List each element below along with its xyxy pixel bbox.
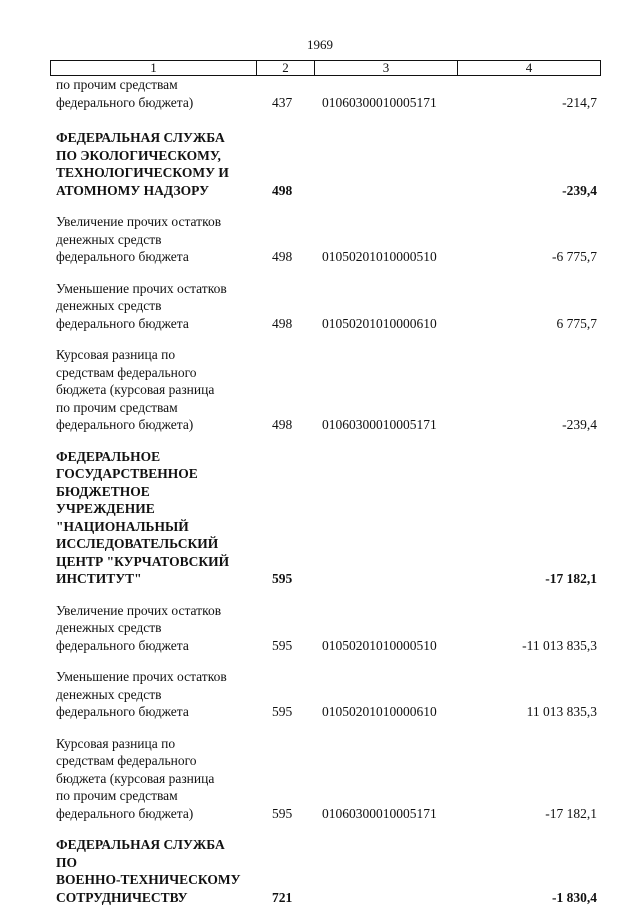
- table-row: [56, 602, 601, 655]
- row-kbk: 01050201010000510: [322, 248, 437, 266]
- table-row: [56, 213, 601, 266]
- table-row: [56, 76, 601, 111]
- row-code: 498: [272, 248, 292, 266]
- row-kbk: 01060300010005171: [322, 416, 437, 434]
- row-amount: 11 013 835,3: [527, 703, 597, 721]
- row-code: 498: [272, 416, 292, 434]
- column-header-1: 1: [51, 61, 257, 76]
- table-row-section: [56, 836, 601, 906]
- row-description: Уменьшение прочих остатков денежных средств федерального бюджета: [56, 668, 248, 721]
- row-amount: -17 182,1: [545, 570, 597, 588]
- column-header-3: 3: [315, 61, 458, 76]
- column-header-4: 4: [458, 61, 601, 76]
- row-amount: 6 775,7: [557, 315, 598, 333]
- row-amount: -17 182,1: [545, 805, 597, 823]
- row-amount: -239,4: [562, 182, 597, 200]
- row-code: 595: [272, 805, 292, 823]
- row-kbk: 01060300010005171: [322, 805, 437, 823]
- row-description: Увеличение прочих остатков денежных средств федерального бюджета: [56, 213, 248, 266]
- row-kbk: 01050201010000510: [322, 637, 437, 655]
- table-body: [56, 83, 601, 906]
- row-amount: -11 013 835,3: [522, 637, 597, 655]
- row-description: ФЕДЕРАЛЬНАЯ СЛУЖБА ПО ЭКОЛОГИЧЕСКОМУ, ТЕХНОЛОГИЧЕСКОМУ И АТОМНОМУ НАДЗОРУ: [56, 129, 248, 199]
- row-description: по прочим средствам федерального бюджета): [56, 76, 248, 111]
- row-amount: -239,4: [562, 416, 597, 434]
- row-code: 437: [272, 94, 292, 112]
- table-row: [56, 280, 601, 333]
- row-amount: -214,7: [562, 94, 597, 112]
- table-header: [50, 60, 601, 76]
- row-description: ФЕДЕРАЛЬНОЕ ГОСУДАРСТВЕННОЕ БЮДЖЕТНОЕ УЧРЕЖДЕНИЕ "НАЦИОНАЛЬНЫЙ ИССЛЕДОВАТЕЛЬСКИЙ ЦЕНТР "КУРЧАТОВСКИЙ ИНСТИТУТ": [56, 448, 248, 588]
- row-code: 721: [272, 889, 292, 906]
- row-description: Уменьшение прочих остатков денежных средств федерального бюджета: [56, 280, 248, 333]
- row-description: Курсовая разница по средствам федерального бюджета (курсовая разница по прочим средствам федерального бюджета): [56, 346, 248, 434]
- row-code: 498: [272, 315, 292, 333]
- row-code: 595: [272, 570, 292, 588]
- table-row-section: [56, 129, 601, 199]
- row-amount: -6 775,7: [552, 248, 597, 266]
- row-kbk: 01050201010000610: [322, 315, 437, 333]
- table-row: [56, 346, 601, 434]
- row-code: 595: [272, 637, 292, 655]
- row-code: 595: [272, 703, 292, 721]
- table-row-section: [56, 448, 601, 588]
- column-header-2: 2: [257, 61, 315, 76]
- row-code: 498: [272, 182, 292, 200]
- row-description: ФЕДЕРАЛЬНАЯ СЛУЖБА ПО ВОЕННО-ТЕХНИЧЕСКОМУ СОТРУДНИЧЕСТВУ: [56, 836, 248, 906]
- row-description: Увеличение прочих остатков денежных средств федерального бюджета: [56, 602, 248, 655]
- row-kbk: 01050201010000610: [322, 703, 437, 721]
- row-description: Курсовая разница по средствам федерального бюджета (курсовая разница по прочим средствам федерального бюджета): [56, 735, 248, 823]
- page-number: 1969: [0, 37, 640, 53]
- row-amount: -1 830,4: [552, 889, 597, 906]
- row-kbk: 01060300010005171: [322, 94, 437, 112]
- table-row: [56, 668, 601, 721]
- table-row: [56, 735, 601, 823]
